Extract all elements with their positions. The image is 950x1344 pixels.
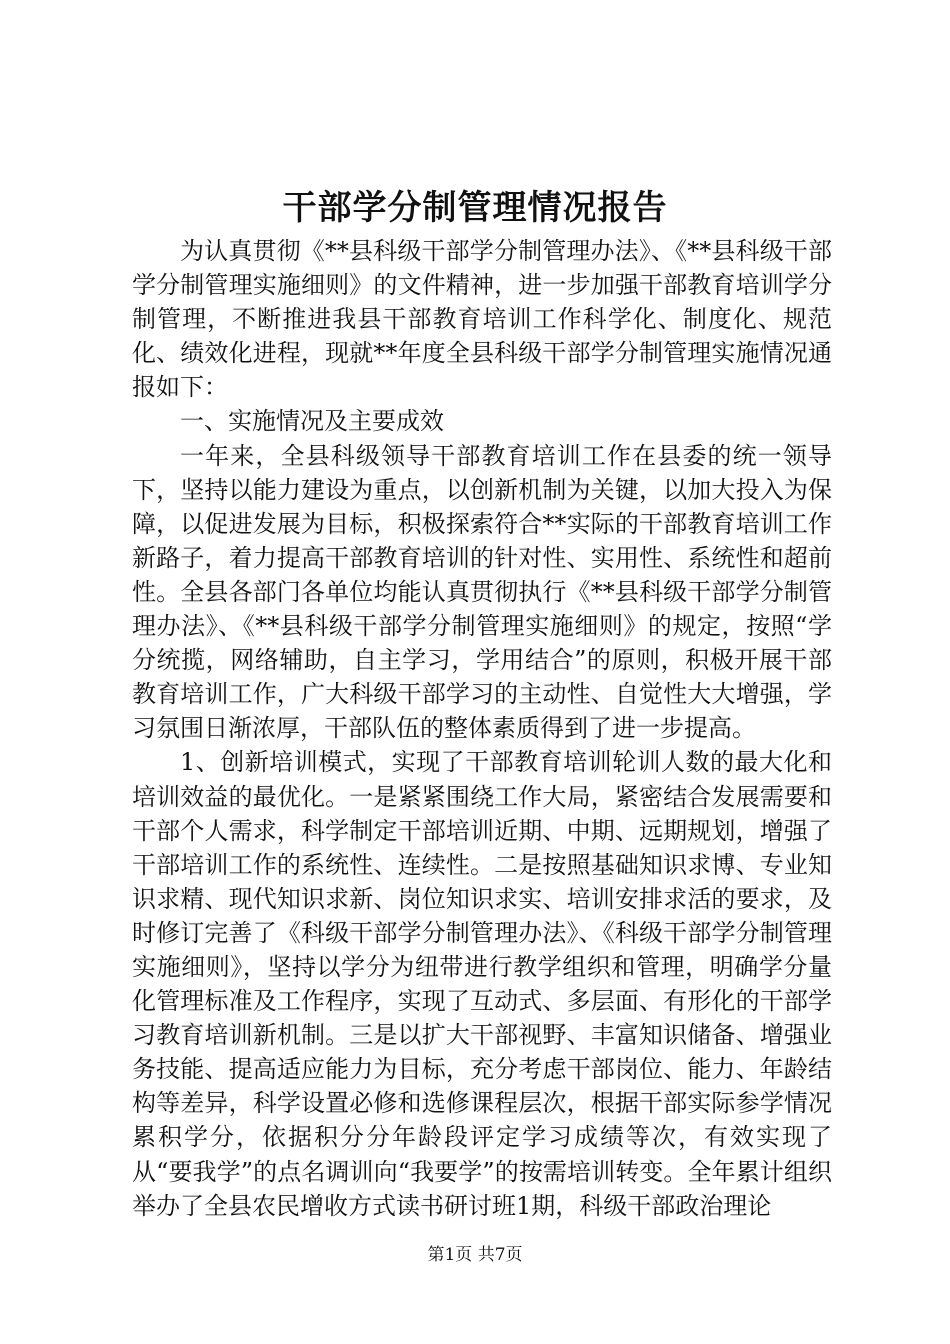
- summary-paragraph: 一年来，全县科级领导干部教育培训工作在县委的统一领导下，坚持以能力建设为重点，以创新机制为关键，以加大投入为保障，以促进发展为目标，积极探索符合**实际的干部教育培训工作新路子，着力提高干部教育培训的针对性、实用性、系统性和超前性。全县各部门各单位均能认真贯彻执行《**县科级干部学分制管理办法》、《**县科级干部学分制管理实施细则》的规定，按照“学分统揽，网络辅助，自主学习，学用结合”的原则，积极开展干部教育培训工作，广大科级干部学习的主动性、自觉性大大增强，学习氛围日渐浓厚，干部队伍的整体素质得到了进一步提高。: [132, 441, 832, 743]
- page-number-footer: 第1页 共7页: [427, 1245, 523, 1265]
- document-body: [132, 234, 832, 1223]
- section-heading: 一、实施情况及主要成效: [180, 407, 444, 436]
- intro-paragraph: 为认真贯彻《**县科级干部学分制管理办法》、《**县科级干部学分制管理实施细则》的文件精神，进一步加强干部教育培训学分制管理，不断推进我县干部教育培训工作科学化、制度化、规范化、绩效化进程，现就**年度全县科级干部学分制管理实施情况通报如下：: [132, 237, 832, 402]
- document-title: 干部学分制管理情况报告: [282, 188, 668, 228]
- point-1-paragraph: 1、创新培训模式，实现了干部教育培训轮训人数的最大化和培训效益的最优化。一是紧紧围绕工作大局，紧密结合发展需要和干部个人需求，科学制定干部培训近期、中期、远期规划，增强了干部培训工作的系统性、连续性。二是按照基础知识求博、专业知识求精、现代知识求新、岗位知识求实、培训安排求活的要求，及时修订完善了《科级干部学分制管理办法》、《科级干部学分制管理实施细则》，坚持以学分为纽带进行教学组织和管理，明确学分量化管理标准及工作程序，实现了互动式、多层面、有形化的干部学习教育培训新机制。三是以扩大干部视野、丰富知识储备、增强业务技能、提高适应能力为目标，充分考虑干部岗位、能力、年龄结构等差异，科学设置必修和选修课程层次，根据干部实际参学情况累积学分，依据积分分年龄段评定学习成绩等次，有效实现了从“要我学”的点名调训向“我要学”的按需培训转变。全年累计组织举办了全县农民增收方式读书研讨班1期，科级干部政治理论: [132, 748, 832, 1220]
